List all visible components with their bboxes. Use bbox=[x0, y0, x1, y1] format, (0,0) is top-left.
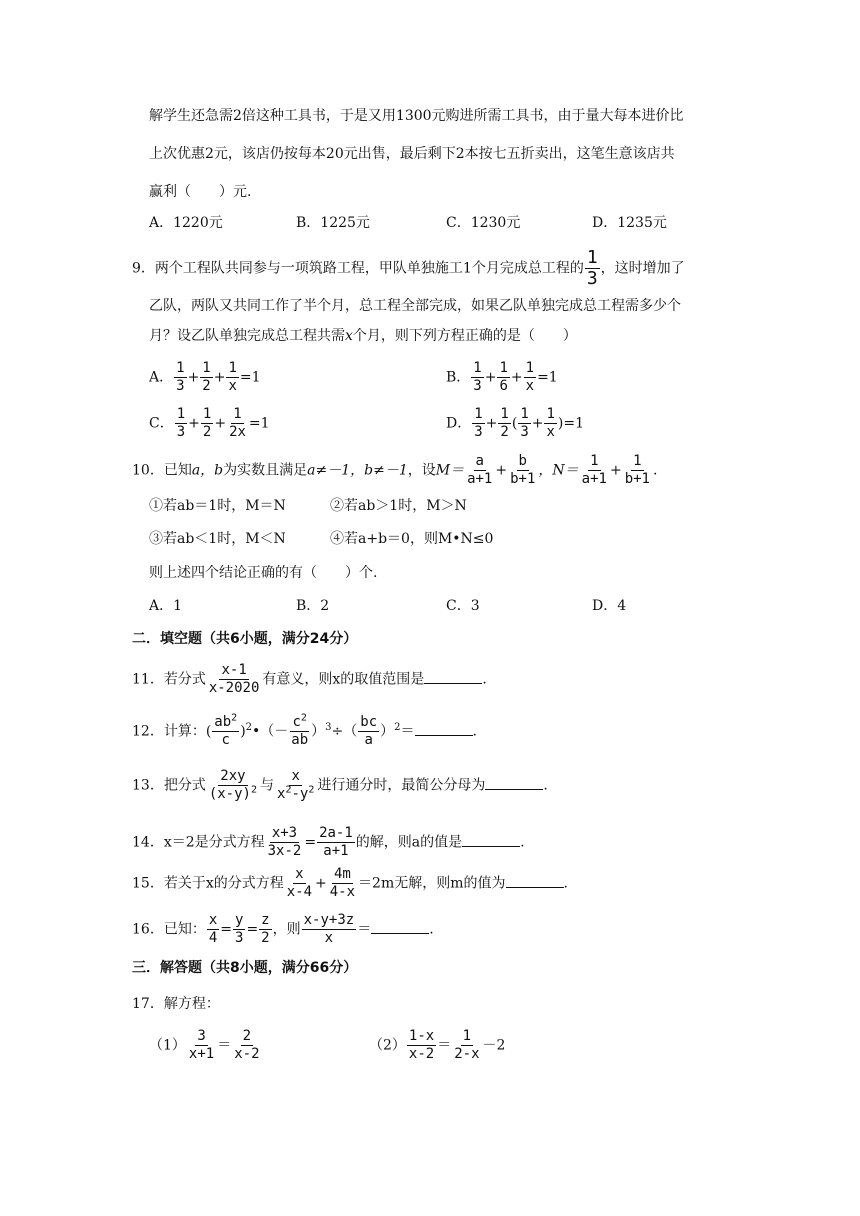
q9-line-1 bbox=[132, 248, 685, 289]
section-2-heading: 二．填空题（共6小题，满分24分） bbox=[132, 631, 358, 647]
q8-line-2: 上次优惠2元，该店仍按每本20元出售，最后剩下2本按七五折卖出，这笔生意该店共 bbox=[149, 146, 675, 162]
q17-part-2: （2） $\frac{1-x}{x-2}$ ＝ $\frac{1}{2-x}$ －2 bbox=[369, 1028, 506, 1062]
answer-blank[interactable] bbox=[506, 873, 564, 888]
q9-option-a: A． $\frac{1}{3}$ + $\frac{1}{2}$ + $\frac{1}{x}$ =1 bbox=[149, 360, 261, 394]
answer-blank[interactable] bbox=[462, 832, 520, 847]
q11: 11．若分式 $\frac{x-1}{x-2020}$ 有意义，则x的取值范围是 . bbox=[132, 662, 487, 696]
answer-blank[interactable] bbox=[485, 775, 543, 790]
q17-part-1: （1） $\frac{3}{x+1}$ ＝ $\frac{2}{x-2}$ bbox=[149, 1028, 260, 1062]
q9-line-1-pre: 9．两个工程队共同参与一项筑路工程，甲队单独施工1个月完成总工程的 bbox=[132, 260, 584, 277]
q8-line-3: 赢利（ ）元. bbox=[149, 184, 252, 200]
q13: 13．把分式 $\frac{2xy}{(x-y)^2}$ 与 $\frac{x}{x^2-y^2}$ 进行通分时，最简公分母为 . bbox=[132, 768, 548, 802]
q10-option-b: B．2 bbox=[296, 598, 330, 614]
answer-blank[interactable] bbox=[424, 669, 482, 684]
answer-blank[interactable] bbox=[371, 919, 429, 934]
q8-option-a: A．1220元 bbox=[149, 215, 223, 231]
q16: 16．已知： $\frac{x}{4}$ = $\frac{y}{3}$ = $\frac{z}{2}$ ，则 $\frac{x-y+3z}{x}$ ＝ . bbox=[132, 912, 434, 946]
q8-option-b: B．1225元 bbox=[296, 215, 370, 231]
q14: 14．x＝2是分式方程 $\frac{x+3}{3x-2}$ = $\frac{2a-1}{a+1}$ 的解，则a的值是 . bbox=[132, 825, 525, 859]
section-3-heading: 三．解答题（共8小题，满分66分） bbox=[132, 960, 358, 976]
q8-option-d: D．1235元 bbox=[592, 215, 667, 231]
q10-line-4: 则上述四个结论正确的有（ ）个. bbox=[149, 565, 378, 581]
q8-option-c: C．1230元 bbox=[446, 215, 521, 231]
q9-option-b: B． $\frac{1}{3}$ + $\frac{1}{6}$ + $\frac{1}{x}$ =1 bbox=[446, 360, 558, 394]
q9-line-1-post: ，这时增加了 bbox=[600, 260, 685, 277]
q10-line-1: 10．已知a，b为实数且满足a≠－1，b≠－1，设M＝ $\frac{a}{a+1}$ + $\frac{b}{b+1}$ ，N＝ $\frac{1}{a+1}$ + $\frac{1}{b+1}$ . bbox=[132, 453, 658, 487]
fraction-one-third: $\frac{1}{3}$ bbox=[586, 247, 598, 289]
q10-item-3: ③若ab＜1时，M＜N bbox=[149, 531, 286, 547]
q10-item-1: ①若ab＝1时，M＝N bbox=[149, 498, 286, 514]
q17-title: 17．解方程： bbox=[132, 996, 220, 1012]
q10-option-d: D．4 bbox=[592, 598, 627, 614]
q10-option-a: A．1 bbox=[149, 598, 183, 614]
q10-option-c: C．3 bbox=[446, 598, 480, 614]
q10-item-4: ④若a+b＝0，则M•N≤0 bbox=[330, 531, 494, 547]
q9-line-3: 月？设乙队单独完成总工程共需x个月，则下列方程正确的是（ ） bbox=[149, 328, 577, 344]
q9-option-d: D． $\frac{1}{3}$ + $\frac{1}{2}$ ( $\frac{1}{3}$ + $\frac{1}{x}$ )=1 bbox=[446, 406, 585, 440]
q12: 12．计算：( $\frac{ab^2}{c}$ )$^2$•（－ $\frac{c^2}{ab}$ ）$^3$÷（ $\frac{bc}{a}$ ）$^2$＝ . bbox=[132, 712, 477, 748]
q9-option-c: C． $\frac{1}{3}$ + $\frac{1}{2}$ + $\frac{1}{2x}$ =1 bbox=[149, 406, 270, 440]
q10-item-2: ②若ab＞1时，M＞N bbox=[330, 498, 467, 514]
q8-line-1: 解学生还急需2倍这种工具书，于是又用1300元购进所需工具书，由于量大每本进价比 bbox=[149, 108, 684, 124]
q9-line-2: 乙队，两队又共同工作了半个月，总工程全部完成，如果乙队单独完成总工程需多少个 bbox=[149, 298, 681, 314]
q15: 15．若关于x的分式方程 $\frac{x}{x-4}$ + $\frac{4m}{4-x}$ ＝2m无解，则m的值为 . bbox=[132, 866, 568, 900]
answer-blank[interactable] bbox=[415, 721, 473, 736]
